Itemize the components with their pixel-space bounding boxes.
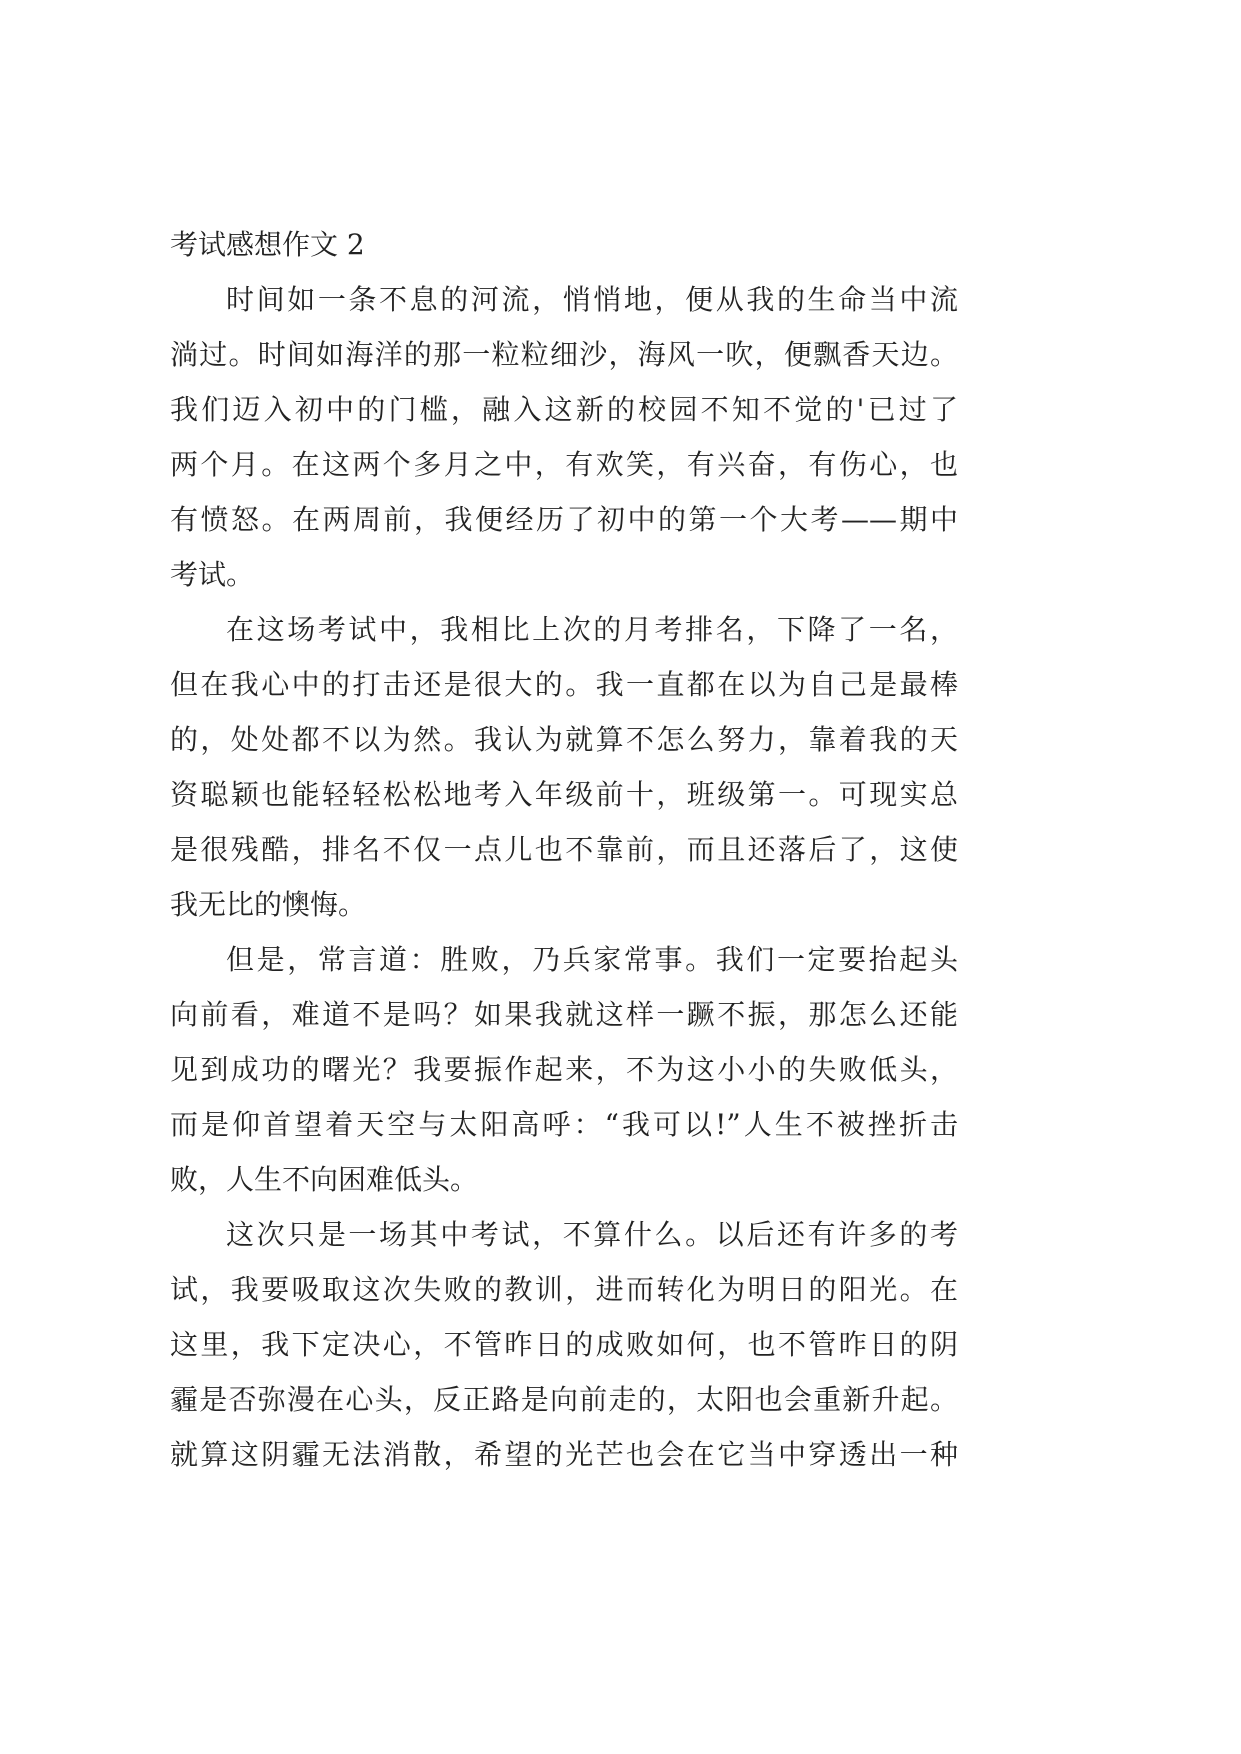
paragraph-line: 霾是否弥漫在心头，反正路是向前走的，太阳也会重新升起。 [170,1383,958,1416]
paragraph-3 [170,932,958,1207]
paragraph-line: 这次只是一场其中考试，不算什么。以后还有许多的考 [226,1218,958,1251]
document-title: 考试感想作文 2 [170,228,365,261]
paragraph-line: 这里，我下定决心，不管昨日的成败如何，也不管昨日的阴 [170,1328,958,1361]
paragraph-line: 而是仰首望着天空与太阳高呼：“我可以!”人生不被挫折击 [170,1108,958,1141]
document-body [170,217,958,1482]
paragraph-line: 资聪颖也能轻轻松松地考入年级前十，班级第一。可现实总 [170,778,958,811]
paragraph-line: 我们迈入初中的门槛，融入这新的校园不知不觉的'已过了 [170,393,958,426]
paragraph-line: 但是，常言道：胜败，乃兵家常事。我们一定要抬起头 [226,943,958,976]
paragraph-line: 时间如一条不息的河流，悄悄地，便从我的生命当中流 [226,283,958,316]
paragraph-line: 见到成功的曙光？我要振作起来，不为这小小的失败低头， [170,1053,958,1086]
paragraph-line: 有愤怒。在两周前，我便经历了初中的第一个大考——期中 [170,503,958,536]
paragraph-1 [170,272,958,602]
paragraph-4 [170,1207,958,1482]
paragraph-2 [170,602,958,932]
paragraph-line: 考试。 [170,558,255,591]
paragraph-line: 在这场考试中，我相比上次的月考排名，下降了一名， [226,613,958,646]
paragraph-line: 的，处处都不以为然。我认为就算不怎么努力，靠着我的天 [170,723,958,756]
paragraph-line: 败，人生不向困难低头。 [170,1163,479,1196]
paragraph-line: 我无比的懊悔。 [170,888,367,921]
paragraph-line: 试，我要吸取这次失败的教训，进而转化为明日的阳光。在 [170,1273,958,1306]
paragraph-line: 向前看，难道不是吗？如果我就这样一蹶不振，那怎么还能 [170,998,958,1031]
paragraph-line: 就算这阴霾无法消散，希望的光芒也会在它当中穿透出一种 [170,1438,958,1471]
paragraph-line: 两个月。在这两个多月之中，有欢笑，有兴奋，有伤心，也 [170,448,958,481]
paragraph-line: 但在我心中的打击还是很大的。我一直都在以为自己是最棒 [170,668,958,701]
paragraph-line: 是很残酷，排名不仅一点儿也不靠前，而且还落后了，这使 [170,833,958,866]
paragraph-line: 淌过。时间如海洋的那一粒粒细沙，海风一吹，便飘香天边。 [170,338,958,371]
